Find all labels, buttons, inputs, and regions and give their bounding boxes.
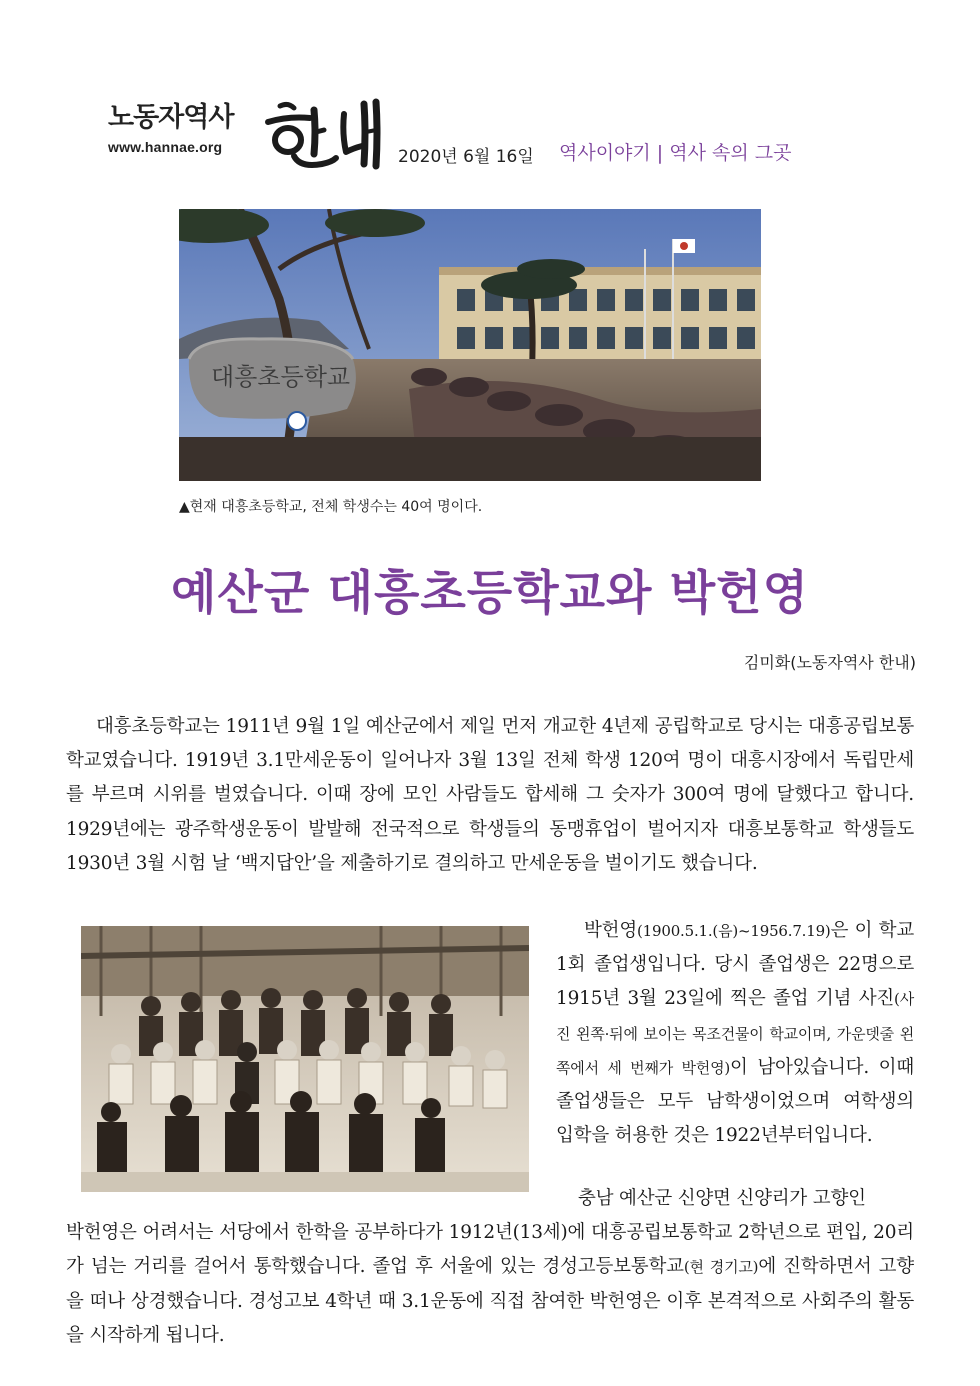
paragraph-2-body: 은 이 학교 1회 졸업생입니다. 당시 졸업생은 22명으로 1915년 3월 23일에 찍은 졸업 기념 사진 (556, 920, 914, 1010)
photo-caption: ▲현재 대흥초등학교, 전체 학생수는 40여 명이다. (179, 499, 483, 515)
article-author: 김미화(노동자역사 한내) (743, 653, 916, 672)
brand-block (108, 104, 233, 155)
masthead (100, 88, 880, 178)
paragraph-2 (556, 914, 914, 1153)
brand-url[interactable]: www.hannae.org (108, 139, 223, 155)
paragraph-2-ending: 이 남아있습니다. 이때 졸업생들은 모두 남학생이었으며 여학생의 입학을 허용한 것은 1922년부터입니다. (556, 1056, 914, 1147)
paragraph-3-note: (현 경기고) (683, 1258, 759, 1277)
paragraph-2-photo-note: (사진 왼쪽·뒤에 보이는 목조건물이 학교이며, 가운뎃줄 왼쪽에서 세 번째가 박헌영) (556, 990, 914, 1077)
sign-stone-text: 대흥초등학교 (211, 363, 351, 391)
paragraph-3 (66, 1182, 914, 1353)
paragraph-1: 대흥초등학교는 1911년 9월 1일 예산군에서 제일 먼저 개교한 4년제 공립학교로 당시는 대흥공립보통학교였습니다. 1919년 3.1만세운동이 일어나자 3월 13일 전체 학생 120여 명이 대흥시장에서 독립만세를 부르며 시위를 벌였습니다. 이때 장에 모인 사람들도 합세해 그 숫자가 300여 명에 달했다고 합니다. 1929년에는 광주학생운동이 발발해 전국적으로 학생들의 동맹휴업이 벌어지자 대흥보통학교 학생들도 1930년 3월 시험 날 ‘백지답안’을 제출하기로 결의하고 만세운동을 벌이기도 했습니다. (66, 716, 914, 874)
paragraph-3-ending: 에 진학하면서 고향을 떠나 상경했습니다. 경성고보 4학년 때 3.1운동에 직접 참여한 박헌영은 이후 본격적으로 사회주의 활동을 시작하게 됩니다. (66, 1256, 914, 1346)
article-title: 예산군 대흥초등학교와 박헌영 (171, 566, 809, 621)
paragraph-3-body: 박헌영은 어려서는 서당에서 한학을 공부하다가 1912년(13세)에 대흥공립보통학교 2학년으로 편입, 20리가 넘는 거리를 걸어서 통학했습니다. 졸업 후 서울에 있는 경성고등보통학교 (66, 1222, 914, 1278)
hannae-calligraphy-logo (258, 88, 386, 172)
paragraph-2-dates: (1900.5.1.(음)~1956.7.19) (637, 922, 831, 940)
school-photo (179, 209, 761, 481)
school-photo-illustration (179, 209, 761, 481)
brand-name: 노동자역사 (108, 102, 234, 133)
paragraph-2-name: 박헌영 (584, 920, 638, 941)
graduation-photo-illustration (81, 926, 529, 1192)
paragraph-3-first-line: 충남 예산군 신양면 신양리가 고향인 (578, 1188, 866, 1209)
graduation-photo (81, 926, 529, 1192)
issue-date: 2020년 6월 16일 (398, 147, 534, 167)
section-label: 역사이야기 | 역사 속의 그곳 (559, 142, 792, 164)
